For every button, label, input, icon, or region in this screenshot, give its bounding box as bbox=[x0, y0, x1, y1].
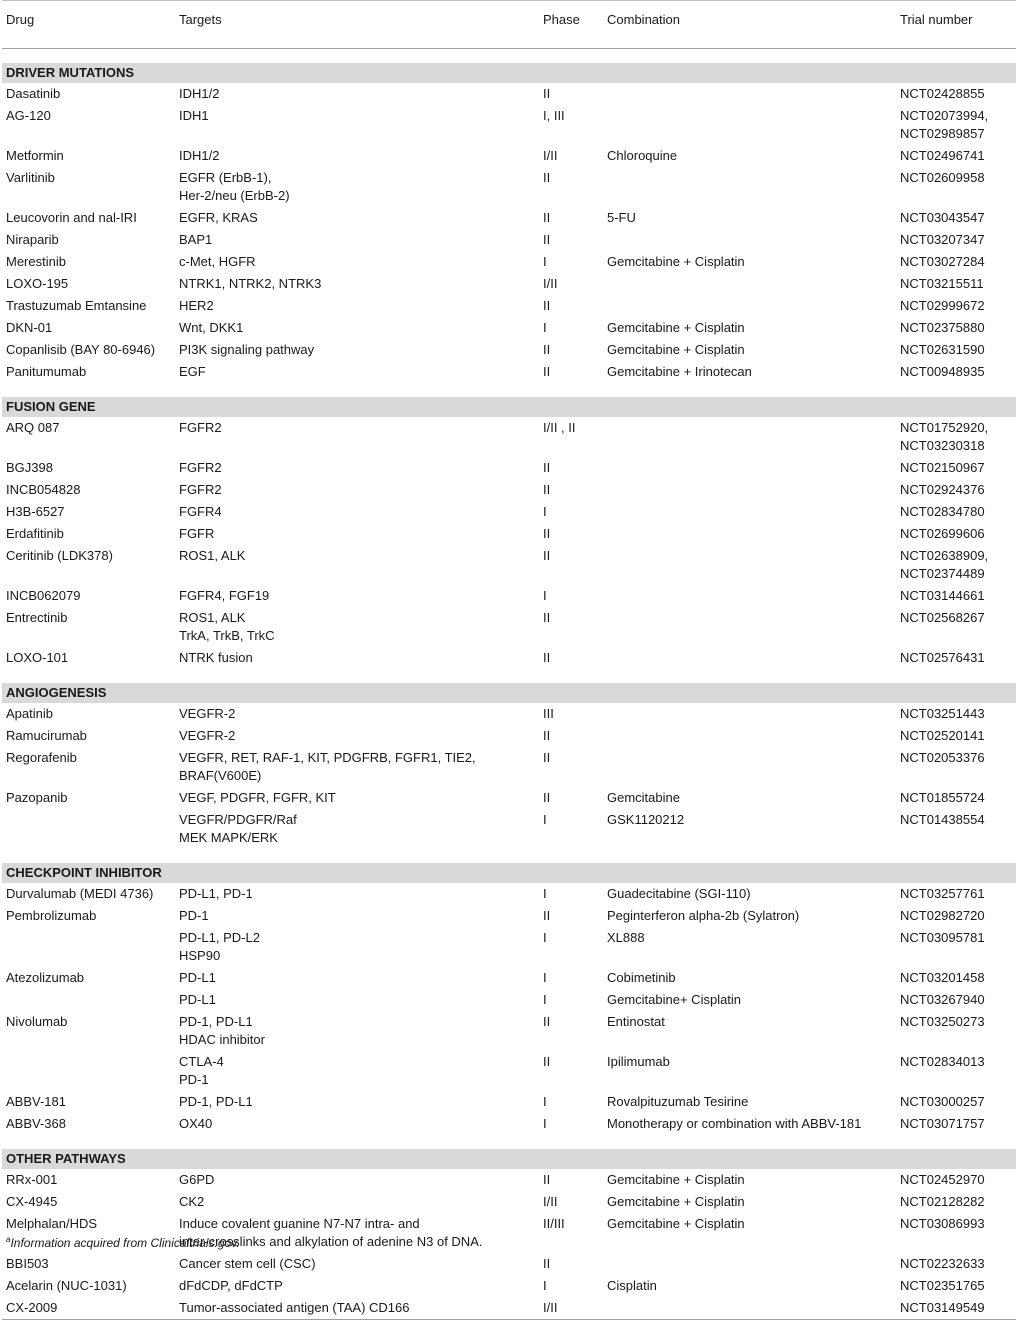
cell-trial-number: NCT02999672 bbox=[896, 295, 1016, 317]
cell-targets: PD-L1 bbox=[175, 967, 539, 989]
footnote bbox=[6, 1235, 240, 1250]
cell-phase: II bbox=[539, 207, 603, 229]
cell-phase: III bbox=[539, 703, 603, 725]
cell-drug: LOXO-101 bbox=[2, 647, 175, 669]
cell-trial-number: NCT02496741 bbox=[896, 145, 1016, 167]
cell-phase: II bbox=[539, 361, 603, 383]
cell-trial-number: NCT03144661 bbox=[896, 585, 1016, 607]
cell-targets: VEGFR-2 bbox=[175, 703, 539, 725]
section-spacer bbox=[2, 383, 1016, 397]
cell-drug bbox=[2, 927, 175, 967]
cell-targets: ROS1, ALK TrkA, TrkB, TrkC bbox=[175, 607, 539, 647]
table-row bbox=[2, 273, 1016, 295]
section-spacer bbox=[2, 669, 1016, 683]
cell-targets: PI3K signaling pathway bbox=[175, 339, 539, 361]
cell-combination bbox=[603, 703, 896, 725]
cell-phase: II bbox=[539, 647, 603, 669]
cell-targets: Wnt, DKK1 bbox=[175, 317, 539, 339]
cell-combination: Guadecitabine (SGI-110) bbox=[603, 883, 896, 905]
cell-combination: Rovalpituzumab Tesirine bbox=[603, 1091, 896, 1113]
clinical-trials-table bbox=[2, 0, 1016, 1321]
cell-targets: G6PD bbox=[175, 1169, 539, 1191]
cell-phase: I bbox=[539, 989, 603, 1011]
cell-trial-number: NCT03071757 bbox=[896, 1113, 1016, 1135]
cell-trial-number: NCT01855724 bbox=[896, 787, 1016, 809]
table-row bbox=[2, 1051, 1016, 1091]
cell-drug: ABBV-181 bbox=[2, 1091, 175, 1113]
cell-phase: I bbox=[539, 1113, 603, 1135]
section-title: OTHER PATHWAYS bbox=[2, 1149, 1016, 1169]
table-row bbox=[2, 207, 1016, 229]
table-row bbox=[2, 417, 1016, 457]
cell-phase: II bbox=[539, 457, 603, 479]
table-header-row bbox=[2, 1, 1016, 49]
cell-drug: ABBV-368 bbox=[2, 1113, 175, 1135]
cell-targets: FGFR2 bbox=[175, 457, 539, 479]
cell-drug: Regorafenib bbox=[2, 747, 175, 787]
table-row bbox=[2, 457, 1016, 479]
cell-phase: II bbox=[539, 229, 603, 251]
cell-targets: NTRK1, NTRK2, NTRK3 bbox=[175, 273, 539, 295]
cell-targets: IDH1/2 bbox=[175, 83, 539, 105]
cell-targets: NTRK fusion bbox=[175, 647, 539, 669]
cell-trial-number: NCT02232633 bbox=[896, 1253, 1016, 1275]
cell-combination: Gemcitabine+ Cisplatin bbox=[603, 989, 896, 1011]
cell-drug: LOXO-195 bbox=[2, 273, 175, 295]
cell-drug: Durvalumab (MEDI 4736) bbox=[2, 883, 175, 905]
cell-combination: Gemcitabine bbox=[603, 787, 896, 809]
cell-combination bbox=[603, 501, 896, 523]
cell-combination bbox=[603, 585, 896, 607]
cell-drug: DKN-01 bbox=[2, 317, 175, 339]
cell-targets: PD-L1 bbox=[175, 989, 539, 1011]
cell-targets: BAP1 bbox=[175, 229, 539, 251]
cell-trial-number: NCT01438554 bbox=[896, 809, 1016, 849]
cell-phase: I/II bbox=[539, 1191, 603, 1213]
cell-combination: Gemcitabine + Cisplatin bbox=[603, 1169, 896, 1191]
cell-combination: Gemcitabine + Cisplatin bbox=[603, 1191, 896, 1213]
cell-combination bbox=[603, 295, 896, 317]
cell-trial-number: NCT02150967 bbox=[896, 457, 1016, 479]
cell-drug: AG-120 bbox=[2, 105, 175, 145]
cell-combination bbox=[603, 479, 896, 501]
table-row bbox=[2, 83, 1016, 105]
section-title: ANGIOGENESIS bbox=[2, 683, 1016, 703]
table-row bbox=[2, 523, 1016, 545]
header-trial-number: Trial number bbox=[896, 1, 1016, 49]
cell-combination: GSK1120212 bbox=[603, 809, 896, 849]
header-targets: Targets bbox=[175, 1, 539, 49]
cell-trial-number: NCT02924376 bbox=[896, 479, 1016, 501]
table-row bbox=[2, 1091, 1016, 1113]
cell-trial-number: NCT02053376 bbox=[896, 747, 1016, 787]
cell-trial-number: NCT03267940 bbox=[896, 989, 1016, 1011]
cell-targets: FGFR bbox=[175, 523, 539, 545]
cell-drug: Niraparib bbox=[2, 229, 175, 251]
cell-phase: I bbox=[539, 809, 603, 849]
table-row bbox=[2, 361, 1016, 383]
cell-trial-number: NCT02609958 bbox=[896, 167, 1016, 207]
cell-trial-number: NCT02638909, NCT02374489 bbox=[896, 545, 1016, 585]
table-row bbox=[2, 1113, 1016, 1135]
cell-trial-number: NCT03086993 bbox=[896, 1213, 1016, 1253]
cell-phase: I bbox=[539, 967, 603, 989]
cell-combination: Cobimetinib bbox=[603, 967, 896, 989]
cell-targets: VEGF, PDGFR, FGFR, KIT bbox=[175, 787, 539, 809]
cell-phase: II bbox=[539, 747, 603, 787]
cell-trial-number: NCT03201458 bbox=[896, 967, 1016, 989]
cell-targets: CK2 bbox=[175, 1191, 539, 1213]
cell-trial-number: NCT02834780 bbox=[896, 501, 1016, 523]
cell-drug: RRx-001 bbox=[2, 1169, 175, 1191]
cell-combination bbox=[603, 273, 896, 295]
cell-trial-number: NCT03250273 bbox=[896, 1011, 1016, 1051]
cell-combination bbox=[603, 747, 896, 787]
cell-trial-number: NCT03257761 bbox=[896, 883, 1016, 905]
cell-combination bbox=[603, 83, 896, 105]
cell-targets: c-Met, HGFR bbox=[175, 251, 539, 273]
cell-trial-number: NCT03043547 bbox=[896, 207, 1016, 229]
cell-phase: I bbox=[539, 1091, 603, 1113]
cell-targets: CTLA-4 PD-1 bbox=[175, 1051, 539, 1091]
footnote-text: Information acquired from Clinicaltrials.gov. bbox=[10, 1236, 239, 1250]
cell-targets: PD-1, PD-L1 bbox=[175, 1091, 539, 1113]
cell-trial-number: NCT03215511 bbox=[896, 273, 1016, 295]
cell-combination bbox=[603, 229, 896, 251]
section-spacer bbox=[2, 1135, 1016, 1149]
cell-phase: I/II , II bbox=[539, 417, 603, 457]
cell-trial-number: NCT03000257 bbox=[896, 1091, 1016, 1113]
table-row bbox=[2, 809, 1016, 849]
cell-drug: Trastuzumab Emtansine bbox=[2, 295, 175, 317]
cell-drug: Pembrolizumab bbox=[2, 905, 175, 927]
cell-phase: I bbox=[539, 585, 603, 607]
table-row bbox=[2, 1275, 1016, 1297]
cell-drug: Atezolizumab bbox=[2, 967, 175, 989]
cell-phase: II bbox=[539, 787, 603, 809]
section-header-row bbox=[2, 63, 1016, 83]
cell-drug bbox=[2, 1051, 175, 1091]
cell-trial-number: NCT01752920, NCT03230318 bbox=[896, 417, 1016, 457]
cell-drug: H3B-6527 bbox=[2, 501, 175, 523]
section-header-row bbox=[2, 1149, 1016, 1169]
section-title: CHECKPOINT INHIBITOR bbox=[2, 863, 1016, 883]
cell-drug: Apatinib bbox=[2, 703, 175, 725]
table-row bbox=[2, 251, 1016, 273]
cell-drug: Nivolumab bbox=[2, 1011, 175, 1051]
cell-phase: II bbox=[539, 1253, 603, 1275]
cell-drug: Ceritinib (LDK378) bbox=[2, 545, 175, 585]
header-combination: Combination bbox=[603, 1, 896, 49]
cell-combination: Gemcitabine + Cisplatin bbox=[603, 1213, 896, 1253]
cell-combination: XL888 bbox=[603, 927, 896, 967]
cell-combination bbox=[603, 1297, 896, 1320]
cell-phase: II bbox=[539, 1169, 603, 1191]
cell-targets: IDH1 bbox=[175, 105, 539, 145]
cell-drug: ARQ 087 bbox=[2, 417, 175, 457]
table-row bbox=[2, 725, 1016, 747]
cell-targets: dFdCDP, dFdCTP bbox=[175, 1275, 539, 1297]
cell-trial-number: NCT02834013 bbox=[896, 1051, 1016, 1091]
cell-trial-number: NCT03207347 bbox=[896, 229, 1016, 251]
table-row bbox=[2, 105, 1016, 145]
cell-targets: OX40 bbox=[175, 1113, 539, 1135]
cell-trial-number: NCT02576431 bbox=[896, 647, 1016, 669]
cell-phase: II bbox=[539, 167, 603, 207]
cell-trial-number: NCT03149549 bbox=[896, 1297, 1016, 1320]
cell-trial-number: NCT02375880 bbox=[896, 317, 1016, 339]
cell-phase: II bbox=[539, 83, 603, 105]
cell-targets: FGFR2 bbox=[175, 479, 539, 501]
cell-targets: Tumor-associated antigen (TAA) CD166 bbox=[175, 1297, 539, 1320]
cell-targets: VEGFR-2 bbox=[175, 725, 539, 747]
section-title: DRIVER MUTATIONS bbox=[2, 63, 1016, 83]
section-header-row bbox=[2, 397, 1016, 417]
cell-combination: Entinostat bbox=[603, 1011, 896, 1051]
cell-drug: CX-4945 bbox=[2, 1191, 175, 1213]
section-spacer bbox=[2, 49, 1016, 64]
cell-combination: Gemcitabine + Irinotecan bbox=[603, 361, 896, 383]
table-row bbox=[2, 229, 1016, 251]
cell-drug: INCB054828 bbox=[2, 479, 175, 501]
cell-phase: II bbox=[539, 1011, 603, 1051]
cell-trial-number: NCT02351765 bbox=[896, 1275, 1016, 1297]
table-row bbox=[2, 1191, 1016, 1213]
cell-targets: Induce covalent guanine N7-N7 intra- and inter-crosslinks and alkylation of adenine N3 of DNA. bbox=[175, 1213, 539, 1253]
cell-phase: I bbox=[539, 1275, 603, 1297]
cell-combination: Peginterferon alpha-2b (Sylatron) bbox=[603, 905, 896, 927]
table-row bbox=[2, 295, 1016, 317]
cell-drug: CX-2009 bbox=[2, 1297, 175, 1320]
cell-drug: Acelarin (NUC-1031) bbox=[2, 1275, 175, 1297]
section-header-row bbox=[2, 863, 1016, 883]
cell-targets: PD-L1, PD-1 bbox=[175, 883, 539, 905]
table-row bbox=[2, 167, 1016, 207]
cell-phase: II bbox=[539, 607, 603, 647]
cell-drug: Metformin bbox=[2, 145, 175, 167]
cell-trial-number: NCT02982720 bbox=[896, 905, 1016, 927]
table-row bbox=[2, 145, 1016, 167]
cell-targets: PD-1, PD-L1 HDAC inhibitor bbox=[175, 1011, 539, 1051]
table-row bbox=[2, 545, 1016, 585]
cell-combination bbox=[603, 725, 896, 747]
cell-phase: I bbox=[539, 927, 603, 967]
cell-trial-number: NCT02520141 bbox=[896, 725, 1016, 747]
cell-trial-number: NCT02568267 bbox=[896, 607, 1016, 647]
cell-targets: Cancer stem cell (CSC) bbox=[175, 1253, 539, 1275]
cell-targets: ROS1, ALK bbox=[175, 545, 539, 585]
footnote-marker: a bbox=[6, 1235, 10, 1244]
cell-drug: Copanlisib (BAY 80-6946) bbox=[2, 339, 175, 361]
cell-combination bbox=[603, 1253, 896, 1275]
cell-drug: Leucovorin and nal-IRI bbox=[2, 207, 175, 229]
table-row bbox=[2, 905, 1016, 927]
section-spacer bbox=[2, 849, 1016, 863]
cell-drug: Ramucirumab bbox=[2, 725, 175, 747]
cell-trial-number: NCT02073994, NCT02989857 bbox=[896, 105, 1016, 145]
cell-combination bbox=[603, 647, 896, 669]
cell-drug: Merestinib bbox=[2, 251, 175, 273]
cell-phase: I bbox=[539, 251, 603, 273]
cell-drug: BGJ398 bbox=[2, 457, 175, 479]
cell-trial-number: NCT02428855 bbox=[896, 83, 1016, 105]
table-row bbox=[2, 787, 1016, 809]
table-row bbox=[2, 1297, 1016, 1320]
cell-phase: II bbox=[539, 905, 603, 927]
header-drug: Drug bbox=[2, 1, 175, 49]
cell-trial-number: NCT03027284 bbox=[896, 251, 1016, 273]
cell-combination: 5-FU bbox=[603, 207, 896, 229]
cell-phase: II bbox=[539, 479, 603, 501]
cell-combination bbox=[603, 523, 896, 545]
table-row bbox=[2, 927, 1016, 967]
section-header-row bbox=[2, 683, 1016, 703]
cell-phase: I, III bbox=[539, 105, 603, 145]
table-row bbox=[2, 1011, 1016, 1051]
cell-targets: EGF bbox=[175, 361, 539, 383]
table-row bbox=[2, 607, 1016, 647]
cell-phase: II bbox=[539, 523, 603, 545]
cell-drug bbox=[2, 809, 175, 849]
cell-drug: Erdafitinib bbox=[2, 523, 175, 545]
cell-combination bbox=[603, 457, 896, 479]
cell-targets: FGFR4, FGF19 bbox=[175, 585, 539, 607]
cell-combination: Cisplatin bbox=[603, 1275, 896, 1297]
cell-drug bbox=[2, 989, 175, 1011]
header-phase: Phase bbox=[539, 1, 603, 49]
table-row bbox=[2, 747, 1016, 787]
cell-phase: I bbox=[539, 317, 603, 339]
cell-drug: Pazopanib bbox=[2, 787, 175, 809]
cell-trial-number: NCT03251443 bbox=[896, 703, 1016, 725]
cell-phase: I bbox=[539, 883, 603, 905]
cell-phase: I/II bbox=[539, 1297, 603, 1320]
cell-phase: I/II bbox=[539, 273, 603, 295]
table-row bbox=[2, 989, 1016, 1011]
table-row bbox=[2, 1169, 1016, 1191]
table-row bbox=[2, 967, 1016, 989]
cell-trial-number: NCT03095781 bbox=[896, 927, 1016, 967]
cell-trial-number: NCT00948935 bbox=[896, 361, 1016, 383]
cell-phase: II bbox=[539, 295, 603, 317]
cell-phase: II bbox=[539, 545, 603, 585]
cell-targets: EGFR, KRAS bbox=[175, 207, 539, 229]
cell-combination bbox=[603, 105, 896, 145]
cell-combination bbox=[603, 545, 896, 585]
cell-drug: Dasatinib bbox=[2, 83, 175, 105]
cell-phase: II bbox=[539, 1051, 603, 1091]
table-row bbox=[2, 317, 1016, 339]
cell-phase: II/III bbox=[539, 1213, 603, 1253]
table-row bbox=[2, 501, 1016, 523]
cell-combination: Gemcitabine + Cisplatin bbox=[603, 317, 896, 339]
cell-combination: Gemcitabine + Cisplatin bbox=[603, 251, 896, 273]
cell-combination bbox=[603, 167, 896, 207]
cell-targets: HER2 bbox=[175, 295, 539, 317]
cell-trial-number: NCT02128282 bbox=[896, 1191, 1016, 1213]
table-row bbox=[2, 585, 1016, 607]
table-row bbox=[2, 647, 1016, 669]
section-title: FUSION GENE bbox=[2, 397, 1016, 417]
cell-phase: II bbox=[539, 725, 603, 747]
cell-targets: PD-L1, PD-L2 HSP90 bbox=[175, 927, 539, 967]
cell-phase: II bbox=[539, 339, 603, 361]
cell-phase: I/II bbox=[539, 145, 603, 167]
table-row bbox=[2, 339, 1016, 361]
cell-phase: I bbox=[539, 501, 603, 523]
cell-drug: Melphalan/HDS bbox=[2, 1213, 175, 1253]
cell-trial-number: NCT02631590 bbox=[896, 339, 1016, 361]
table-row bbox=[2, 1253, 1016, 1275]
cell-combination: Gemcitabine + Cisplatin bbox=[603, 339, 896, 361]
cell-combination: Chloroquine bbox=[603, 145, 896, 167]
cell-targets: VEGFR/PDGFR/Raf MEK MAPK/ERK bbox=[175, 809, 539, 849]
cell-targets: PD-1 bbox=[175, 905, 539, 927]
table-body bbox=[2, 49, 1016, 1321]
cell-drug: BBI503 bbox=[2, 1253, 175, 1275]
cell-combination: Ipilimumab bbox=[603, 1051, 896, 1091]
cell-targets: FGFR2 bbox=[175, 417, 539, 457]
cell-combination: Monotherapy or combination with ABBV-181 bbox=[603, 1113, 896, 1135]
cell-targets: FGFR4 bbox=[175, 501, 539, 523]
table-row bbox=[2, 883, 1016, 905]
cell-trial-number: NCT02699606 bbox=[896, 523, 1016, 545]
cell-combination bbox=[603, 417, 896, 457]
cell-targets: EGFR (ErbB-1), Her-2/neu (ErbB-2) bbox=[175, 167, 539, 207]
table-row bbox=[2, 479, 1016, 501]
cell-trial-number: NCT02452970 bbox=[896, 1169, 1016, 1191]
cell-drug: Varlitinib bbox=[2, 167, 175, 207]
table-row bbox=[2, 703, 1016, 725]
cell-drug: Panitumumab bbox=[2, 361, 175, 383]
cell-drug: INCB062079 bbox=[2, 585, 175, 607]
cell-targets: VEGFR, RET, RAF-1, KIT, PDGFRB, FGFR1, TIE2, BRAF(V600E) bbox=[175, 747, 539, 787]
cell-combination bbox=[603, 607, 896, 647]
cell-targets: IDH1/2 bbox=[175, 145, 539, 167]
cell-drug: Entrectinib bbox=[2, 607, 175, 647]
